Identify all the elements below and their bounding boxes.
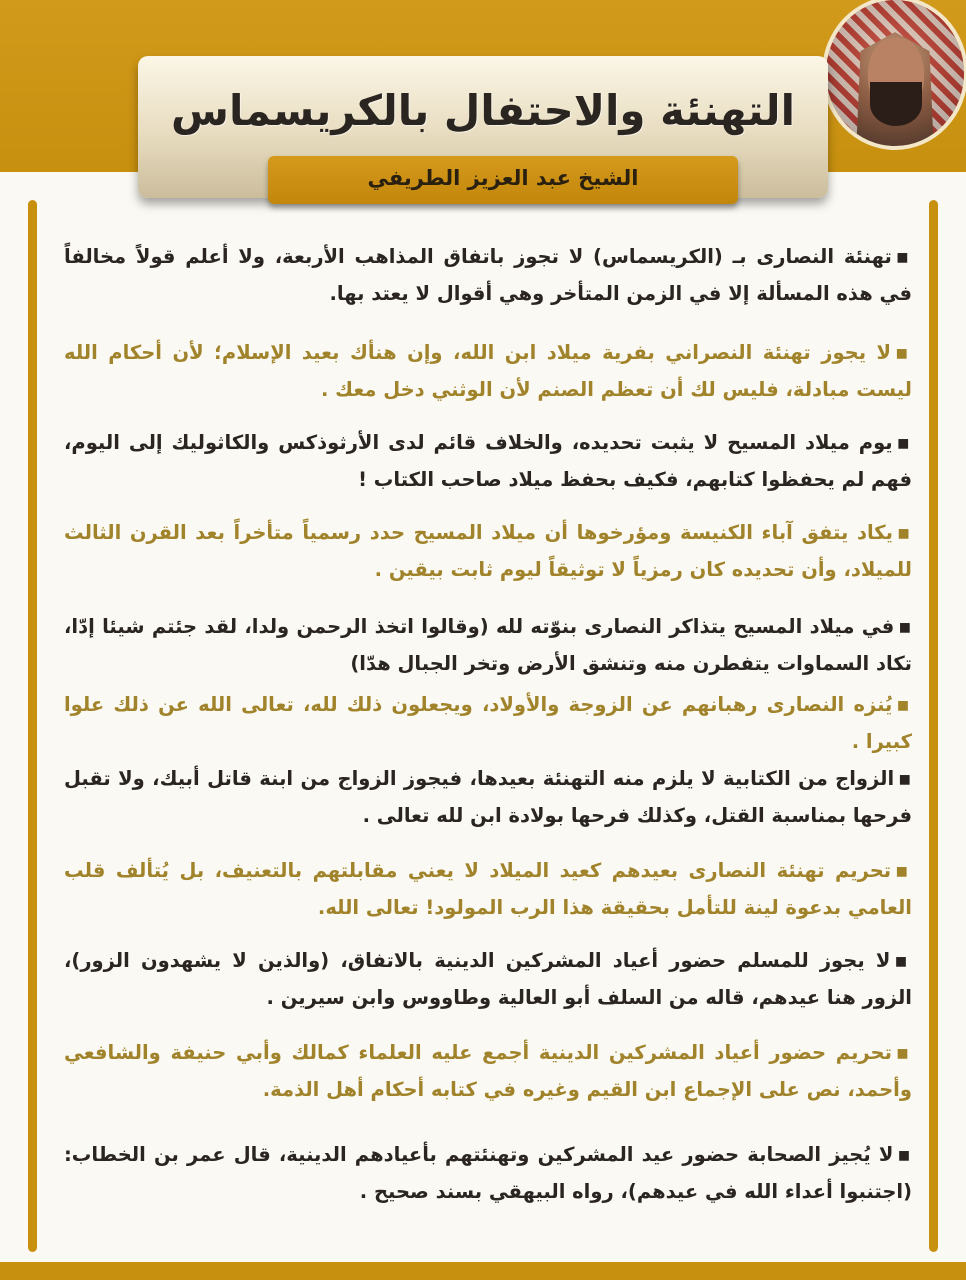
author-beard xyxy=(870,82,922,126)
point-text: يوم ميلاد المسيح لا يثبت تحديده، والخلاف قائم لدى الأرثوذكس والكاثوليك إلى اليوم، فهم لم يحفظوا كتابهم، فكيف بحفظ ميلاد صاحب الكتاب ! xyxy=(64,431,912,491)
point-item xyxy=(64,608,912,682)
point-item xyxy=(64,942,912,1016)
bullet-icon: ▪ xyxy=(896,693,912,716)
point-item xyxy=(64,238,912,312)
point-item xyxy=(64,852,912,926)
point-text: الزواج من الكتابية لا يلزم منه التهنئة بعيدها، فيجوز الزواج من ابنة قاتل أبيك، ولا تقبل فرحها بمناسبة القتل، وكذلك فرحها بولادة ابن لله تعالى . xyxy=(64,767,912,827)
point-text: لا يُجيز الصحابة حضور عيد المشركين وتهنئتهم بأعيادهم الدينية، قال عمر بن الخطاب: (اجتنبوا أعداء الله في عيدهم)، رواه البيهقي بسند صحيح . xyxy=(64,1143,912,1203)
bullet-icon: ▪ xyxy=(897,1143,912,1166)
point-item xyxy=(64,334,912,408)
point-item xyxy=(64,1034,912,1108)
point-item xyxy=(64,424,912,498)
bullet-icon: ▪ xyxy=(896,431,912,454)
bullet-icon: ▪ xyxy=(895,859,912,882)
point-text: لا يجوز للمسلم حضور أعياد المشركين الدينية بالاتفاق، (والذين لا يشهدون الزور)، الزور هنا عيدهم، قاله من السلف أبو العالية وطاووس وابن سيرين . xyxy=(64,949,912,1009)
bullet-icon: ▪ xyxy=(898,615,913,638)
point-text: تحريم حضور أعياد المشركين الدينية أجمع عليه العلماء كمالك وأبي حنيفة والشافعي وأحمد، نص على الإجماع ابن القيم وغيره في كتابه أحكام أهل الذمة. xyxy=(64,1041,912,1101)
bullet-icon: ▪ xyxy=(895,245,912,268)
bullet-icon: ▪ xyxy=(895,1041,912,1064)
point-item xyxy=(64,760,912,834)
point-text: تهنئة النصارى بـ (الكريسماس) لا تجوز باتفاق المذاهب الأربعة، ولا أعلم قولاً مخالفاً في هذه المسألة إلا في الزمن المتأخر وهي أقوال لا يعتد بها. xyxy=(64,245,912,305)
bullet-icon: ▪ xyxy=(895,341,912,364)
point-item xyxy=(64,514,912,588)
point-text: تحريم تهنئة النصارى بعيدهم كعيد الميلاد لا يعني مقابلتهم بالتعنيف، بل يُتألف قلب العامي بدعوة لينة للتأمل بحقيقة هذا الرب المولود! تعالى الله. xyxy=(64,859,912,919)
point-item xyxy=(64,686,912,760)
author-banner xyxy=(268,156,738,204)
author-photo xyxy=(822,0,966,150)
point-text: يُنزه النصارى رهبانهم عن الزوجة والأولاد، ويجعلون ذلك لله، تعالى الله عن ذلك علوا كبيرا . xyxy=(64,693,912,753)
bullet-icon: ▪ xyxy=(894,949,912,972)
point-text: يكاد يتفق آباء الكنيسة ومؤرخوها أن ميلاد المسيح حدد رسمياً متأخراً بعد القرن الثالث للميلاد، وأن تحديده كان رمزياً لا توثيقاً ليوم ثابت بيقين . xyxy=(64,521,912,581)
bottom-gold-band xyxy=(0,1262,966,1280)
left-decorative-rail xyxy=(28,200,37,1252)
bullet-icon: ▪ xyxy=(896,521,912,544)
page-title: التهنئة والاحتفال بالكريسماس xyxy=(171,86,795,135)
right-decorative-rail xyxy=(929,200,938,1252)
point-text: في ميلاد المسيح يتذاكر النصارى بنوّته لله (وقالوا اتخذ الرحمن ولدا، لقد جئتم شيئا إدّا، تكاد السماوات يتفطرن منه وتنشق الأرض وتخر الجبال هدّا) xyxy=(64,615,912,675)
bullet-icon: ▪ xyxy=(898,767,912,790)
point-item xyxy=(64,1136,912,1210)
point-text: لا يجوز تهنئة النصراني بفرية ميلاد ابن الله، وإن هنأك بعيد الإسلام؛ لأن أحكام الله ليست مبادلة، فليس لك أن تعظم الصنم لأن الوثني دخل معك . xyxy=(64,341,912,401)
author-name: الشيخ عبد العزيز الطريفي xyxy=(367,166,639,190)
